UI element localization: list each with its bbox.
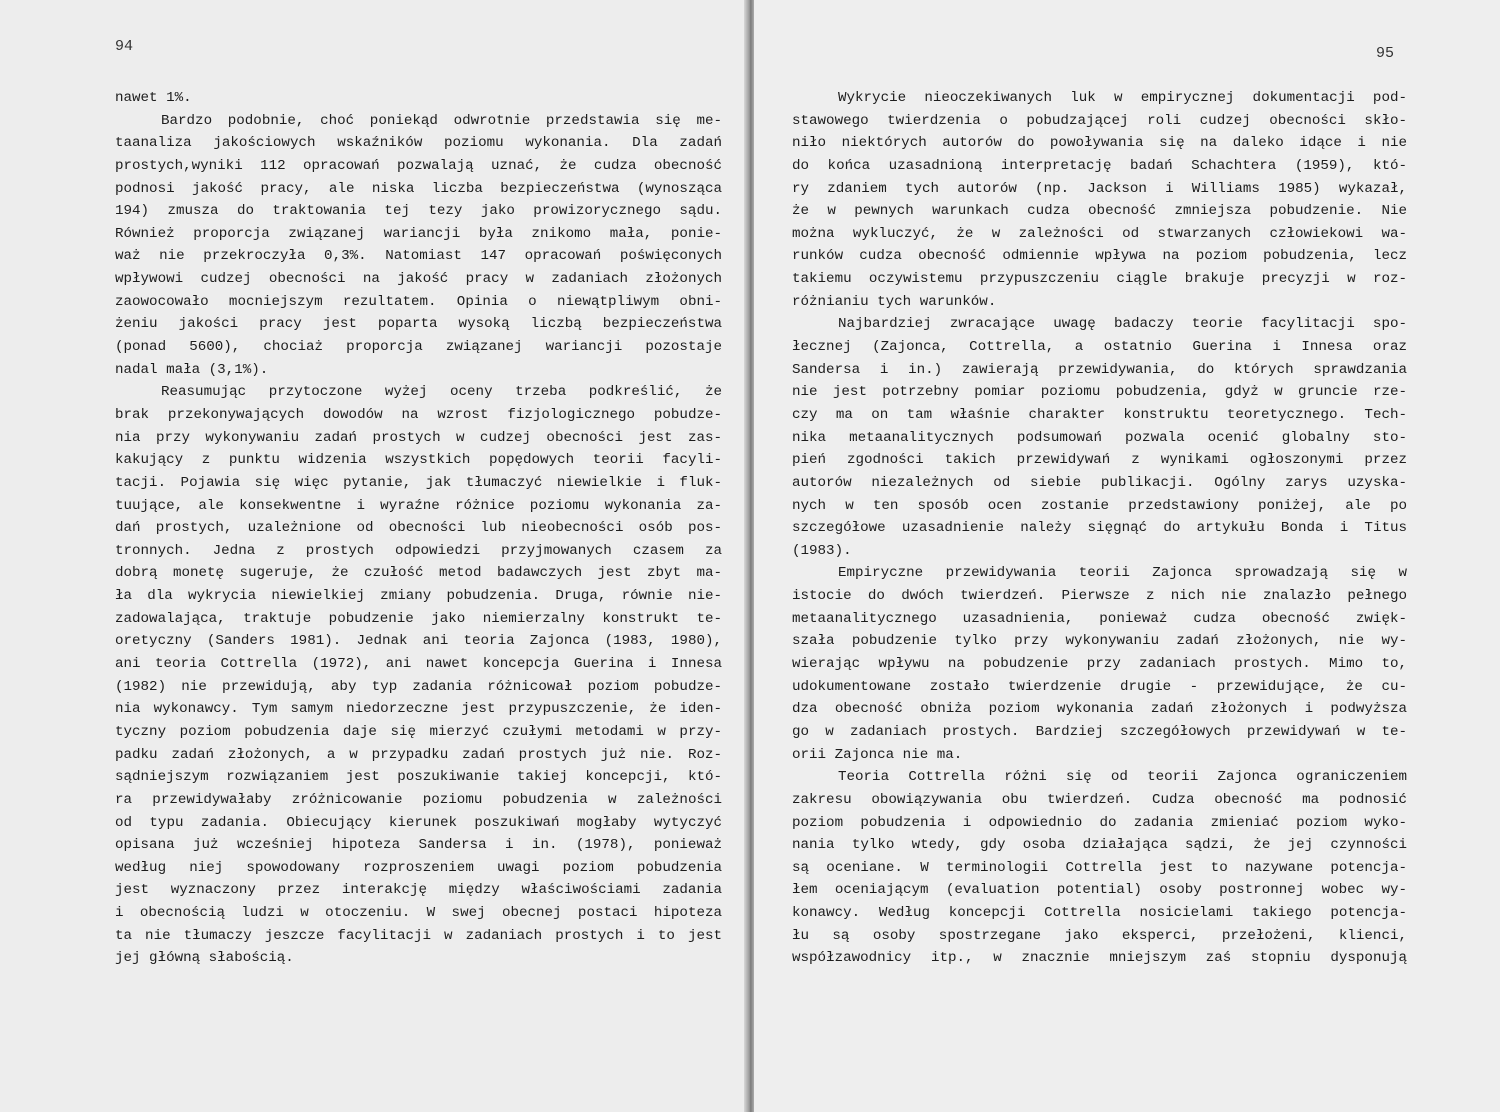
text-line: jej główną słabością. — [115, 950, 294, 967]
text-line: można wykluczyć, że w zależności od stwarzanych człowiekowi wa- — [792, 225, 1407, 242]
text-line: runków cudza obecność odmiennie wpływa na poziom pobudzenia, lecz — [792, 248, 1407, 265]
text-line: poziom pobudzenia i odpowiednio do zadania zmieniać poziom wyko- — [792, 814, 1407, 831]
text-line: do końca uzasadnioną interpretację badań Schachtera (1959), któ- — [792, 157, 1407, 174]
text-line: różnianiu tych warunków. — [792, 293, 997, 310]
left-page — [0, 0, 746, 1112]
text-line: tyczny poziom pobudzenia daje się mierzyć czułymi metodami w przy- — [115, 723, 722, 740]
text-line: łu są osoby spostrzegane jako eksperci, przełożeni, klienci, — [792, 927, 1407, 944]
text-line: nia wykonawcy. Tym samym niedorzeczne jest przypuszczenie, że iden- — [115, 701, 722, 718]
text-line: orii Zajonca nie ma. — [792, 746, 963, 763]
text-line: nawet 1%. — [115, 90, 192, 106]
text-line: że w pewnych warunkach cudza obecność zmniejsza pobudzenie. Nie — [792, 203, 1407, 220]
text-line: łem oceniającym (evaluation potential) osoby postronnej wobec wy- — [792, 882, 1407, 899]
text-column — [115, 87, 722, 970]
text-line: stawowego twierdzenia o pobudzającej roli cudzej obecności skło- — [792, 112, 1407, 129]
text-line: wierając wpływu na pobudzenie przy zadaniach prostych. Mimo to, — [792, 656, 1407, 673]
right-page — [754, 0, 1500, 1112]
text-line: zakresu obowiązywania obu twierdzeń. Cudza obecność ma podnosić — [792, 791, 1407, 808]
text-line: łecznej (Zajonca, Cottrella, a ostatnio Guerina i Innesa oraz — [792, 339, 1407, 356]
text-line: istocie do dwóch twierdzeń. Pierwsze z nich nie znalazło pełnego — [792, 588, 1407, 605]
text-line: prostych,wyniki 112 opracowań pozwalają uznać, że cudza obecność — [115, 157, 722, 174]
text-line: opisana już wcześniej hipoteza Sandersa i in. (1978), ponieważ — [115, 837, 722, 854]
text-line: dań prostych, uzależnione od obecności lub nieobecności osób pos- — [115, 520, 722, 537]
text-line: tacji. Pojawia się więc pytanie, jak tłumaczyć niewielkie i fluk- — [115, 474, 722, 491]
text-line: Bardzo podobnie, choć poniekąd odwrotnie przedstawia się me- — [161, 112, 722, 129]
text-line: Reasumując przytoczone wyżej oceny trzeba podkreślić, że — [161, 384, 722, 401]
text-column — [792, 87, 1407, 970]
text-line: taanaliza jakościowych wskaźników poziomu wykonania. Dla zadań — [115, 135, 722, 152]
text-line: (ponad 5600), chociaż proporcja związanej wariancji pozostaje — [115, 339, 722, 356]
text-line: ta nie tłumaczy jeszcze facylitacji w zadaniach prostych i to jest — [115, 927, 722, 944]
text-line: nie jest potrzebny pomiar poziomu pobudzenia, gdyż w gruncie rze- — [792, 384, 1407, 401]
text-line: nia przy wykonywaniu zadań prostych w cudzej obecności jest zas- — [115, 429, 722, 446]
text-line: tronnych. Jedna z prostych odpowiedzi przyjmowanych czasem za — [115, 542, 722, 559]
text-line: zadowalająca, traktuje pobudzenie jako niemierzalny konstrukt te- — [115, 610, 722, 627]
text-line: ra przewidywałaby zróżnicowanie poziomu pobudzenia w zależności — [115, 791, 722, 808]
text-line: czy ma on tam właśnie charakter konstruktu teoretycznego. Tech- — [792, 406, 1407, 423]
text-line: Również proporcja związanej wariancji była znikomo mała, ponie- — [115, 225, 722, 242]
text-line: niło niektórych autorów do powoływania się na daleko idące i nie — [792, 135, 1407, 152]
text-line: autorów niezależnych od siebie publikacji. Ogólny zarys uzyska- — [792, 474, 1407, 491]
text-line: waż nie przekroczyła 0,3%. Natomiast 147 opracowań poświęconych — [115, 248, 722, 265]
text-line: nania tylko wtedy, gdy osoba działająca sądzi, że jej czynności — [792, 837, 1407, 854]
text-line: i obecnością ludzi w otoczeniu. W swej obecnej postaci hipoteza — [115, 905, 722, 922]
text-line: podnosi jakość pracy, ale niska liczba bezpieczeństwa (wynosząca — [115, 180, 722, 197]
text-line: nadal mała (3,1%). — [115, 361, 269, 378]
text-line: od typu zadania. Obiecujący kierunek poszukiwań mogłaby wytyczyć — [115, 814, 722, 831]
text-line: padku zadań złożonych, a w przypadku zadań prostych już nie. Roz- — [115, 746, 722, 763]
text-line: ry zdaniem tych autorów (np. Jackson i Williams 1985) wykazał, — [792, 180, 1407, 197]
text-line: konawcy. Według koncepcji Cottrella nosicielami takiego potencja- — [792, 905, 1407, 922]
text-line: zaowocowało mocniejszym rezultatem. Opinia o niewątpliwym obni- — [115, 293, 722, 310]
text-line: według niej spowodowany rozproszeniem uwagi poziom pobudzenia — [115, 859, 722, 876]
text-line: współzawodnicy itp., w znacznie mniejszym zaś stopniu dysponują — [792, 950, 1407, 967]
page-number: 94 — [115, 38, 134, 55]
text-line: takiemu oczywistemu przypuszczeniu ciągle brakuje precyzji w roz- — [792, 271, 1407, 288]
text-line: nika metaanalitycznych podsumowań pozwala ocenić globalny sto- — [792, 429, 1407, 446]
text-line: wpływowi cudzej obecności na jakość pracy w zadaniach złożonych — [115, 271, 722, 288]
text-line: oretyczny (Sanders 1981). Jednak ani teoria Zajonca (1983, 1980), — [115, 633, 722, 650]
text-line: dobrą monetę sugeruje, że czułość metod badawczych jest zbyt ma- — [115, 565, 722, 582]
text-line: metaanalitycznego uzasadnienia, ponieważ cudza obecność zwięk- — [792, 610, 1407, 627]
text-line: (1982) nie przewidują, aby typ zadania różnicował poziom pobudze- — [115, 678, 722, 695]
text-line: brak przekonywających dowodów na wzrost fizjologicznego pobudze- — [115, 406, 722, 423]
text-line: dza obecność obniża poziom wykonania zadań złożonych i podwyższa — [792, 701, 1407, 718]
text-line: Teoria Cottrella różni się od teorii Zajonca ograniczeniem — [838, 769, 1407, 786]
text-line: udokumentowane zostało twierdzenie drugie - przewidujące, że cu- — [792, 678, 1407, 695]
text-line: go w zadaniach prostych. Bardziej szczegółowych przewidywań w te- — [792, 723, 1407, 740]
text-line: żeniu jakości pracy jest poparta wysoką liczbą bezpieczeństwa — [115, 316, 722, 333]
text-line: Najbardziej zwracające uwagę badaczy teorie facylitacji spo- — [838, 316, 1407, 333]
text-line: są oceniane. W terminologii Cottrella jest to nazywane potencja- — [792, 859, 1407, 876]
text-line: nych w ten sposób ocen zostanie przedstawiony poniżej, ale po — [792, 497, 1407, 514]
text-line: Wykrycie nieoczekiwanych luk w empirycznej dokumentacji pod- — [838, 90, 1407, 106]
text-line: jest wyznaczony przez interakcję między właściwościami zadania — [115, 882, 722, 899]
text-line: Empiryczne przewidywania teorii Zajonca sprowadzają się w — [838, 565, 1407, 582]
text-line: ła dla wykrycia niewielkiej zmiany pobudzenia. Druga, równie nie- — [115, 588, 722, 605]
text-line: ani teoria Cottrella (1972), ani nawet koncepcja Guerina i Innesa — [115, 656, 722, 673]
text-line: kakujący z punktu widzenia wszystkich popędowych teorii facyli- — [115, 452, 722, 469]
text-line: szała pobudzenie tylko przy wykonywaniu zadań złożonych, nie wy- — [792, 633, 1407, 650]
text-line: (1983). — [792, 542, 852, 559]
text-line: sądniejszym rozwiązaniem jest poszukiwanie takiej koncepcji, któ- — [115, 769, 722, 786]
page-number: 95 — [1376, 45, 1395, 62]
text-line: 194) zmusza do traktowania tej tezy jako prowizorycznego sądu. — [115, 203, 722, 220]
text-line: szczegółowe uzasadnienie należy sięgnąć do artykułu Bonda i Titus — [792, 520, 1407, 537]
text-line: Sandersa i in.) zawierają przewidywania, do których sprawdzania — [792, 361, 1407, 378]
text-line: pień zgodności takich przewidywań z wynikami ogłoszonymi przez — [792, 452, 1407, 469]
text-line: tuujące, ale konsekwentne i wyraźne różnice poziomu wykonania za- — [115, 497, 722, 514]
